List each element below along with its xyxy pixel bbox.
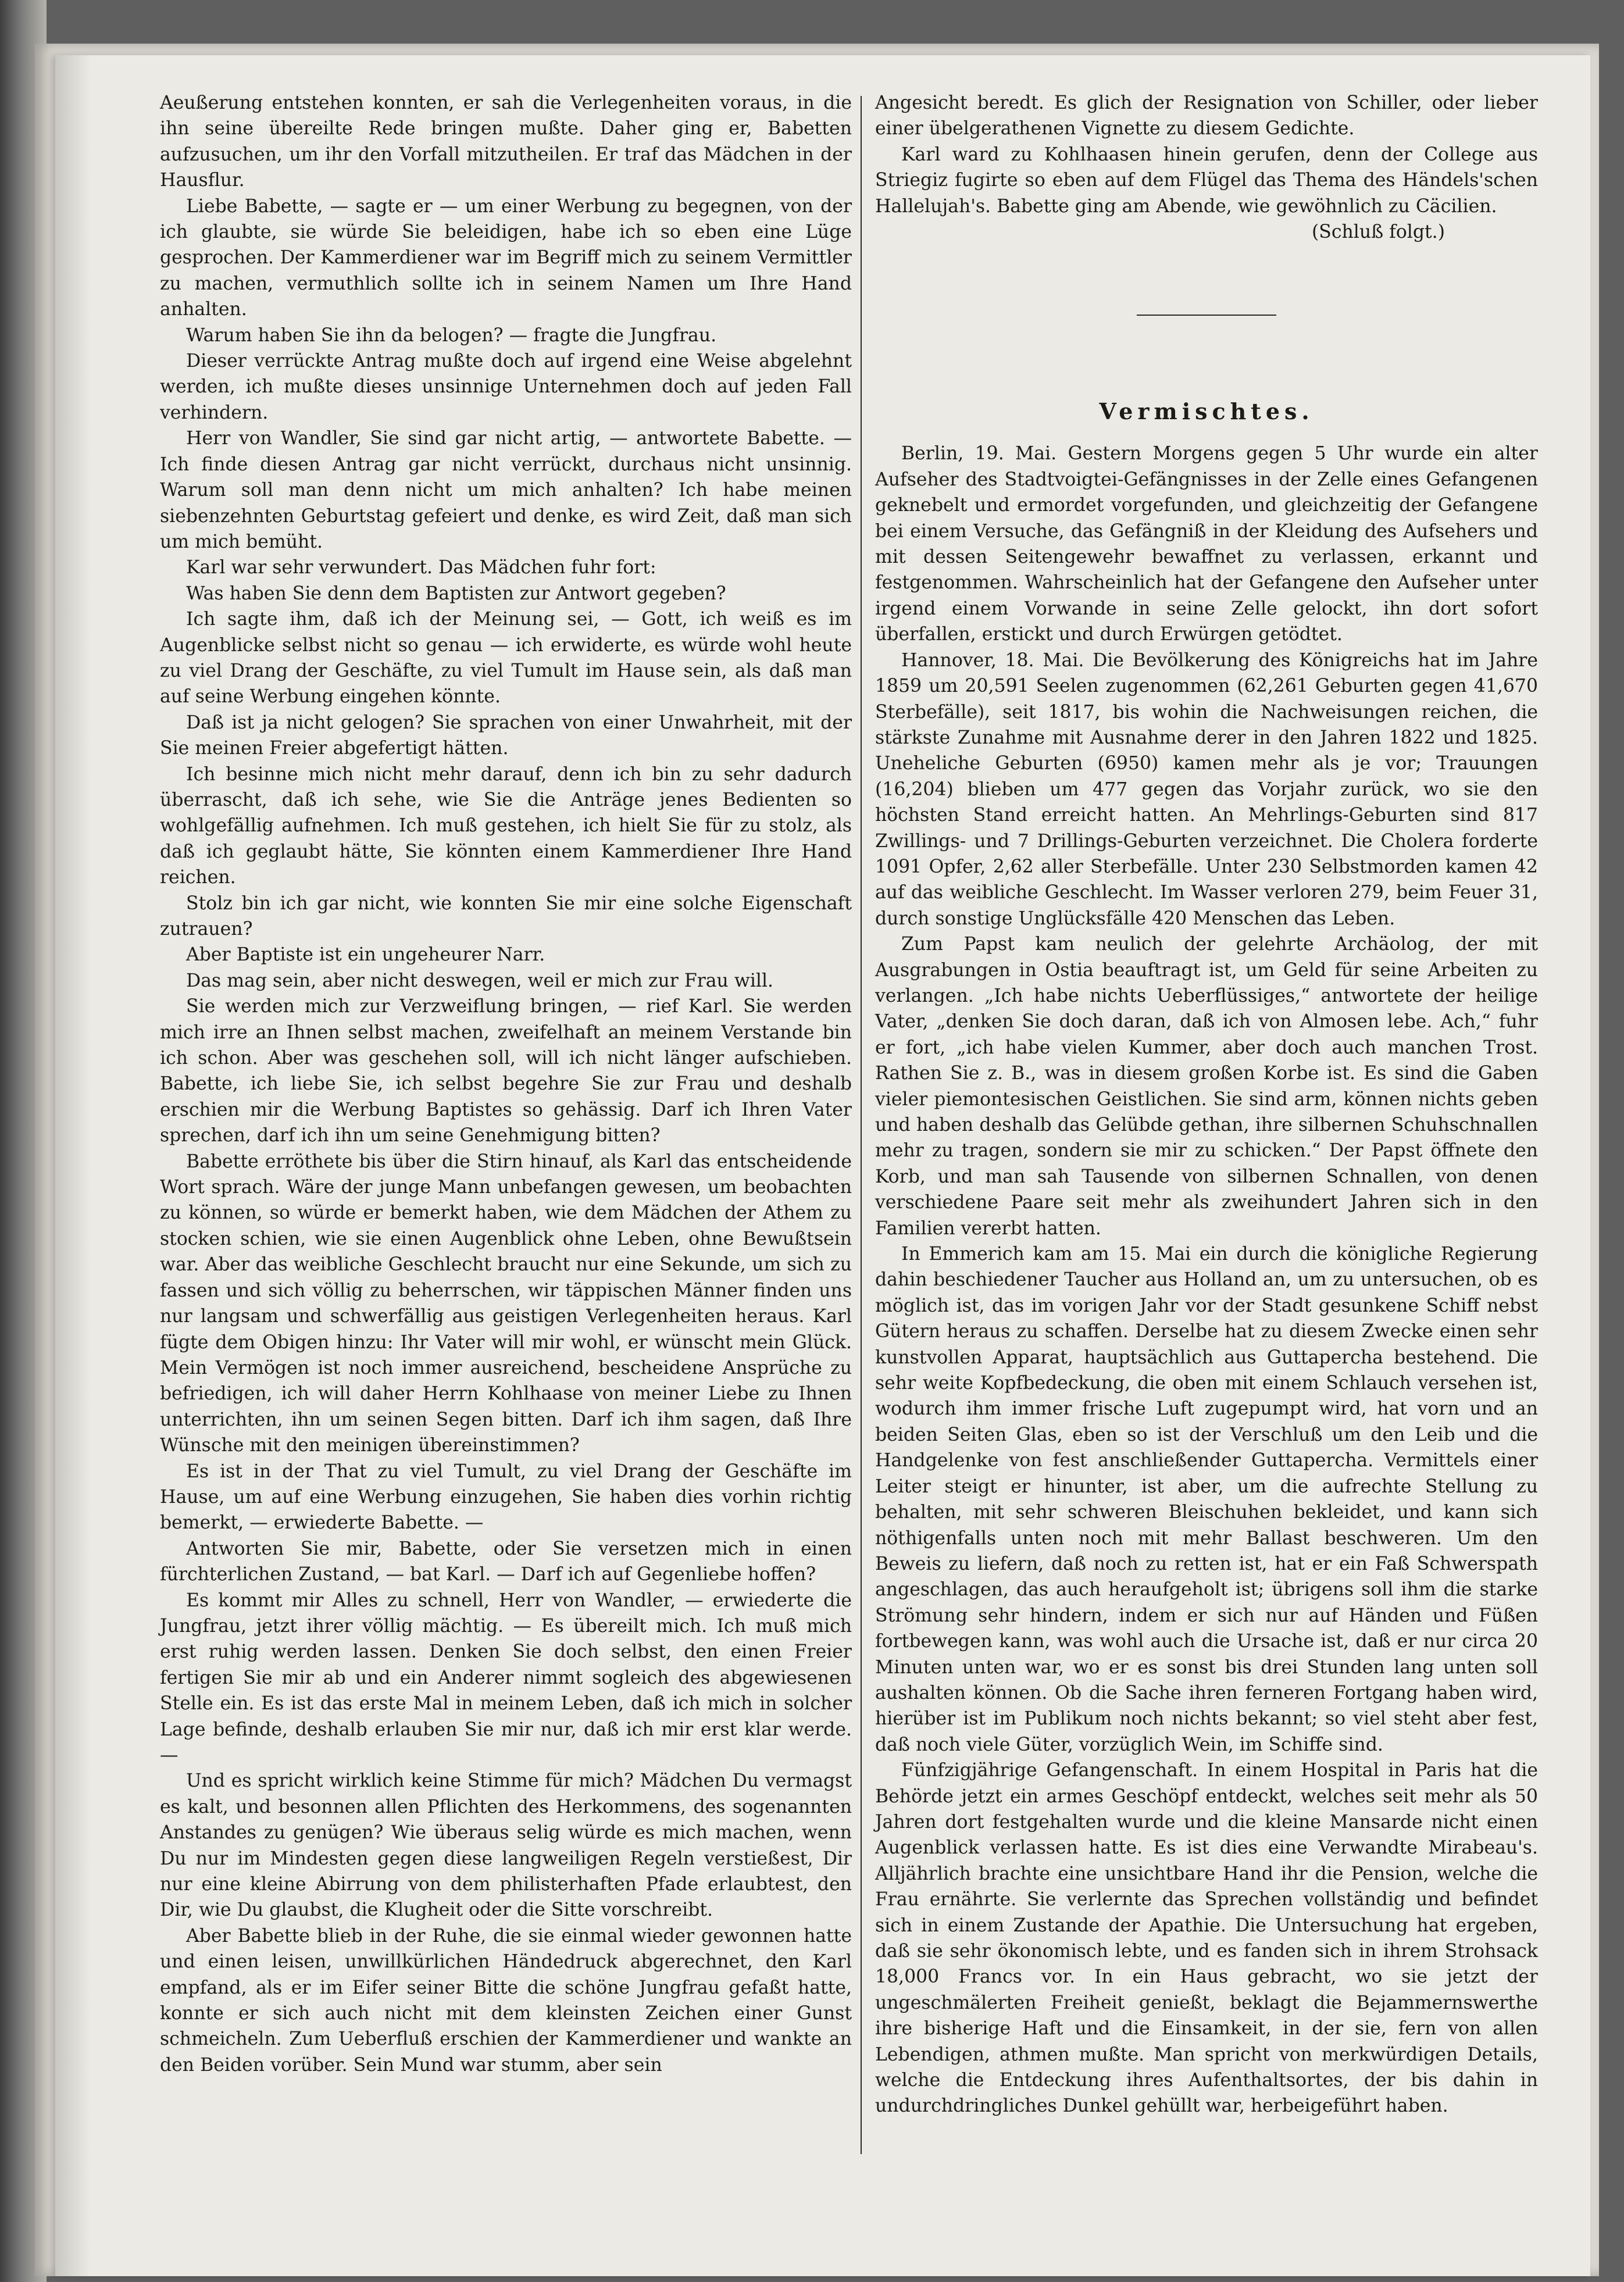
story-paragraph: Ich besinne mich nicht mehr darauf, denn ich bin zu sehr dadurch überrascht, daß ich sehe, wie Sie die Anträge jenes Bedienten so wohlgefällig aufnehmen. Ich muß gestehen, ich hielt Sie für zu stolz, als daß ich geglaubt hätte, Sie könnten einem Kammerdiener Ihre Hand reichen. [160, 763, 852, 888]
story-paragraph: Angesicht beredt. Es glich der Resignation von Schiller, oder lieber einer übelgerathenen Vignette zu diesem Gedichte. [875, 92, 1538, 140]
story-paragraph: Es kommt mir Alles zu schnell, Herr von Wandler, — erwiederte die Jungfrau, jetzt ihrer völlig mächtig. — Es übereilt mich. Ich muß mich erst ruhig werden lassen. Denken Sie doch selbst, den einen Freier fertigen Sie mir ab und ein Anderer nimmt sogleich des abgewiesenen Stelle ein. Es ist das erste Mal in meinem Leben, daß ich mich in solcher Lage befinde, deshalb erlauben Sie mir nur, daß ich mir erst klar werde. — [160, 1590, 852, 1766]
news-items [875, 441, 1538, 2119]
column-divider [861, 96, 862, 2154]
right-column [875, 90, 1538, 2119]
news-item: Berlin, 19. Mai. Gestern Morgens gegen 5 Uhr wurde ein alter Aufseher des Stadtvoigtei-Gefängnisses in der Zelle eines Gefangenen geknebelt und ermordet vorgefunden, und gleichzeitig der Gefangene bei einem Versuche, das Gefängniß in der Kleidung des Aufsehers und mit dessen Seitengewehr bewaffnet zu verlassen, erkannt und festgenommen. Wahrscheinlich hat der Gefangene den Aufseher unter irgend einem Vorwande in seine Zelle gelockt, ihn dort sofort überfallen, erstickt und durch Erwürgen getödtet. [875, 443, 1538, 645]
story-paragraph: Es ist in der That zu viel Tumult, zu viel Drang der Geschäfte im Hause, um auf eine Werbung einzugehen, Sie haben dies vorhin richtig bemerkt, — erwiederte Babette. — [160, 1460, 852, 1534]
story-paragraph: Das mag sein, aber nicht deswegen, weil er mich zur Frau will. [186, 970, 774, 991]
story-paragraph: Herr von Wandler, Sie sind gar nicht artig, — antwortete Babette. — Ich finde diesen Antrag gar nicht verrückt, durchaus nicht unsinnig. Warum soll man denn nicht um mich anhalten? Ich habe meinen siebenzehnten Geburtstag gefeiert und denke, es wird Zeit, daß man sich um mich bemüht. [160, 428, 852, 552]
continuation-note: (Schluß folgt.) [1311, 222, 1445, 243]
news-item: Zum Papst kam neulich der gelehrte Archäolog, der mit Ausgrabungen in Ostia beauftragt ist, um Geld für seine Arbeiten zu verlangen. „Ich habe nichts Ueberflüssiges,“ antwortete der heilige Vater, „denken Sie doch daran, daß ich von Almosen lebe. Ach,“ fuhr er fort, „ich habe vielen Kummer, aber doch auch manchen Trost. Rathen Sie z. B., was in diesem großen Korbe ist. Es sind die Gaben vieler piemontesischen Geistlichen. Sie sind arm, können nichts geben und haben deshalb das Gelübde gethan, ihre silbernen Schuhschnallen mehr zu tragen, sondern sie mir zu schicken.“ Der Papst öffnete den Korb, und man sah Tausende von silbernen Schnallen, von denen verschiedene Paare seit mehr als zweihundert Jahren sich in den Familien vererbt hatten. [875, 934, 1538, 1239]
story-paragraph: Karl war sehr verwundert. Das Mädchen fuhr fort: [186, 557, 656, 578]
story-paragraph: Und es spricht wirklich keine Stimme für mich? Mädchen Du vermagst es kalt, und besonnen allen Pflichten des Herkommens, des sogenannten Anstandes zu genügen? Wie überaus selig würde es mich machen, wenn Du nur im Mindesten gegen diese langweiligen Regeln verstießest, Dir nur eine kleine Abirrung von dem philisterhaften Pfade erlaubtest, den Dir, wie Du glaubst, die Klugheit oder die Sitte vorschreibt. [160, 1770, 852, 1921]
story-paragraph: Dieser verrückte Antrag mußte doch auf irgend eine Weise abgelehnt werden, ich mußte dieses unsinnige Unternehmen doch auf jeden Fall verhindern. [160, 351, 852, 423]
story-paragraph: Liebe Babette, — sagte er — um einer Werbung zu begegnen, von der ich glaubte, sie würde Sie beleidigen, habe ich so eben eine Lüge gesprochen. Der Kammerdiener war im Begriff mich zu seinem Vermittler zu machen, vermuthlich sollte ich in seinem Namen um Ihre Hand anhalten. [160, 195, 852, 320]
newspaper-page [55, 55, 1590, 2276]
story-paragraph: Aber Baptiste ist ein ungeheurer Narr. [186, 944, 545, 966]
news-item: Hannover, 18. Mai. Die Bevölkerung des Königreichs hat im Jahre 1859 um 20,591 Seelen zugenommen (62,261 Geburten gegen 41,670 Sterbefälle), seit 1817, bis wohin die Nachweisungen reichen, die stärkste Zunahme mit Ausnahme derer in den Jahren 1822 und 1825. Uneheliche Geburten (6950) kamen mehr als je vor; Trauungen (16,204) blieben um 477 gegen das Vorjahr zurück, wo sie den höchsten Stand erreicht hatten. An Mehrlings-Geburten sind 817 Zwillings- und 7 Drillings-Geburten verzeichnet. Die Cholera forderte 1091 Opfer, 2,62 aller Sterbefälle. Unter 230 Selbstmorden kamen 42 auf das weibliche Geschlecht. Im Wasser verloren 279, beim Feuer 31, durch sonstige Unglücksfälle 420 Menschen das Leben. [875, 649, 1538, 929]
left-column-story [160, 90, 852, 2078]
story-paragraph: Karl ward zu Kohlhaasen hinein gerufen, denn der College aus Striegiz fugirte so eben auf dem Flügel das Thema des Händels'schen Hallelujah's. Babette ging am Abende, wie gewöhnlich zu Cäcilien. [875, 144, 1538, 217]
section-separator-rule [1137, 315, 1276, 316]
story-paragraph: Aber Babette blieb in der Ruhe, die sie einmal wieder gewonnen hatte und einen leisen, unwillkürlichen Händedruck abgerechnet, den Karl empfand, als er im Eifer seiner Bitte die schöne Jungfrau gefaßt hatte, konnte er sich auch nicht mit dem kleinsten Zeichen einer Gunst schmeicheln. Zum Ueberfluß erschien der Kammerdiener und wankte an den Beiden vorüber. Sein Mund war stumm, aber sein [160, 1925, 852, 2076]
section-heading-vermischtes: Vermischtes. [1099, 398, 1314, 425]
story-paragraph: Aeußerung entstehen konnten, er sah die Verlegenheiten voraus, in die ihn seine übereilte Rede bringen mußte. Daher ging er, Babetten aufzusuchen, um ihr den Vorfall mitzutheilen. Er traf das Mädchen in der Hausflur. [160, 92, 852, 191]
story-paragraph: Warum haben Sie ihn da belogen? — fragte die Jungfrau. [186, 324, 717, 346]
story-paragraph: Ich sagte ihm, daß ich der Meinung sei, — Gott, ich weiß es im Augenblicke selbst nicht so genau — ich erwiderte, es würde wohl heute zu viel Drang der Geschäfte, zu viel Tumult im Hause sein, als daß man auf seine Werbung eingehen könnte. [160, 609, 852, 708]
story-paragraph: Stolz bin ich gar nicht, wie konnten Sie mir eine solche Eigenschaft zutrauen? [160, 892, 852, 940]
story-paragraph: Daß ist ja nicht gelogen? Sie sprachen von einer Unwahrheit, mit der Sie meinen Freier abgefertigt hätten. [160, 712, 852, 759]
story-paragraph: Sie werden mich zur Verzweiflung bringen, — rief Karl. Sie werden mich irre an Ihnen selbst machen, zweifelhaft an meinem Verstande bin ich schon. Aber was geschehen soll, will ich nicht länger aufschieben. Babette, ich liebe Sie, ich selbst begehre Sie zur Frau und deshalb erschien mir die Werbung Baptistes so gehässig. Darf ich Ihren Vater sprechen, darf ich ihn um seine Genehmigung bitten? [160, 996, 852, 1147]
story-paragraph: Babette erröthete bis über die Stirn hinauf, als Karl das entscheidende Wort sprach. Wäre der junge Mann unbefangen gewesen, um beobachten zu können, so würde er bemerkt haben, wie dem Mädchen der Athem zu stocken schien, wie sie einen Augenblick ohne Leben, ohne Bewußtsein war. Aber das weibliche Geschlecht braucht nur eine Sekunde, um sich zu fassen und sich völlig zu beherrschen, wir täppischen Männer finden uns nur langsam und schwerfällig aus geistigen Verlegenheiten heraus. Karl fügte dem Obigen hinzu: Ihr Vater will mir wohl, er wünscht mein Glück. Mein Vermögen ist noch immer ausreichend, bescheidene Ansprüche zu befriedigen, ich will daher Herrn Kohlhaase von meiner Liebe zu Ihnen unterrichten, ihn um seinen Segen bitten. Darf ich ihm sagen, daß Ihre Wünsche mit den meinigen übereinstimmen? [160, 1151, 852, 1456]
story-continuation [875, 90, 1538, 219]
news-item: In Emmerich kam am 15. Mai ein durch die königliche Regierung dahin beschiedener Taucher aus Holland an, um zu untersuchen, ob es möglich ist, das im vorigen Jahr vor der Stadt gesunkene Schiff nebst Gütern heraus zu schaffen. Derselbe hat zu diesem Zwecke einen sehr kunstvollen Apparat, hauptsächlich aus Guttapercha bestehend. Die sehr weite Kopfbedeckung, die oben mit einem Schlauch versehen ist, wodurch ihm immer frische Luft zugepumpt wird, hat vorn und an beiden Seiten Glas, eben so ist der Verschluß um den Leib und die Handgelenke von fest anschließender Guttapercha. Vermittels einer Leiter steigt er hinunter, ist aber, um die aufrechte Stellung zu behalten, mit sehr schweren Bleischuhen bekleidet, und kann sich nöthigenfalls unten noch mit mehr Ballast beschweren. Um den Beweis zu liefern, daß noch zu retten ist, hat er ein Faß Schwerspath angeschlagen, das auch heraufgeholt ist; übrigens soll ihm die starke Strömung sehr hindern, indem er sich nur auf Händen und Füßen fortbewegen kann, was wohl auch die Ursache ist, daß er nur circa 20 Minuten unten war, wo er es sonst bis drei Stunden lang unten soll aushalten können. Ob die Sache ihren ferneren Fortgang haben wird, hierüber ist im Publikum noch nichts bekannt; so viel steht aber fest, daß noch viele Güter, vorzüglich Wein, im Schiffe sind. [875, 1244, 1538, 1755]
story-paragraph: Was haben Sie denn dem Baptisten zur Antwort gegeben? [186, 583, 726, 604]
story-paragraph: Antworten Sie mir, Babette, oder Sie versetzen mich in einen fürchterlichen Zustand, — bat Karl. — Darf ich auf Gegenliebe hoffen? [160, 1538, 852, 1585]
news-item: Fünfzigjährige Gefangenschaft. In einem Hospital in Paris hat die Behörde jetzt ein armes Geschöpf entdeckt, welches seit mehr als 50 Jahren dort festgehalten wurde und die kleine Mansarde nicht einen Augenblick verlassen hatte. Es ist dies eine Verwandte Mirabeau's. Alljährlich brachte eine unsichtbare Hand ihr die Pension, welche die Frau ernährte. Sie verlernte das Sprechen vollständig und befindet sich in einem Zustande der Apathie. Die Untersuchung hat ergeben, daß sie sehr ökonomisch lebte, und es fanden sich in ihrem Strohsack 18,000 Francs vor. In ein Haus gebracht, wo sie jetzt der ungeschmälerten Freiheit genießt, beklagt die Bejammernswerthe ihre bisherige Haft und die Einsamkeit, in der sie, fern von allen Lebendigen, athmen mußte. Man spricht von merkwürdigen Details, welche die Entdeckung ihres Aufenthaltsortes, der bis dahin in undurchdringliches Dunkel gehüllt war, herbeigeführt haben. [875, 1760, 1538, 2117]
